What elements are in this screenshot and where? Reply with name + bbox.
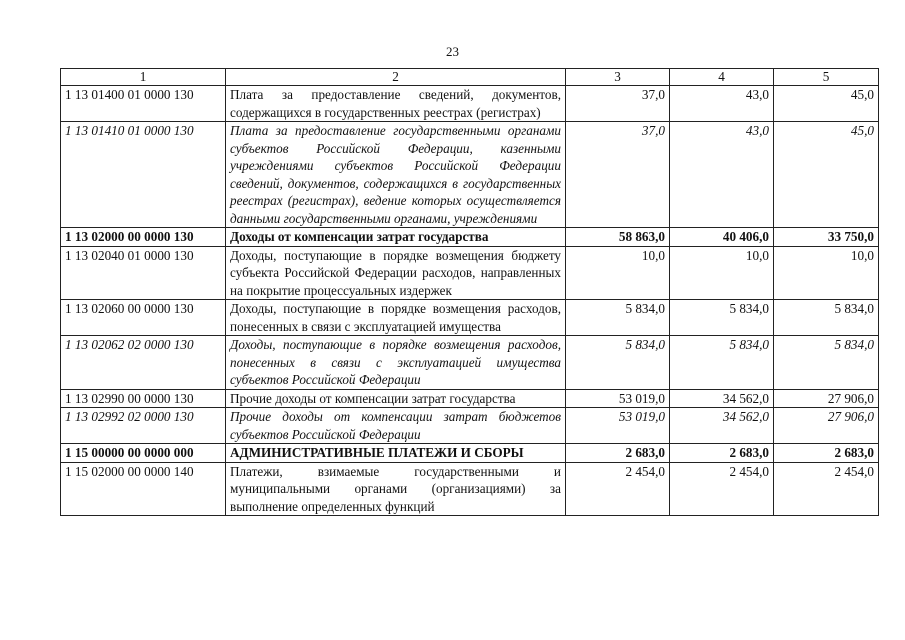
budget-table: [60, 68, 879, 516]
table-row: [61, 462, 879, 516]
row-value-col3: 53 019,0: [566, 408, 670, 444]
row-value-col5: 10,0: [774, 246, 879, 300]
row-name: АДМИНИСТРАТИВНЫЕ ПЛАТЕЖИ И СБОРЫ: [226, 444, 566, 463]
row-value-col5: 5 834,0: [774, 336, 879, 390]
row-value-col4: 43,0: [670, 122, 774, 228]
row-code: 1 15 02000 00 0000 140: [61, 462, 226, 516]
table-row: [61, 86, 879, 122]
row-value-col3: 37,0: [566, 86, 670, 122]
column-header-1: 1: [61, 69, 226, 86]
row-value-col3: 5 834,0: [566, 336, 670, 390]
row-code: 1 13 01410 01 0000 130: [61, 122, 226, 228]
table-row: [61, 408, 879, 444]
row-name: Прочие доходы от компенсации затрат бюджетов субъектов Российской Федерации: [226, 408, 566, 444]
column-header-4: 4: [670, 69, 774, 86]
table-body: [61, 86, 879, 516]
row-value-col3: 37,0: [566, 122, 670, 228]
table-header-row: [61, 69, 879, 86]
table-row: [61, 228, 879, 247]
row-value-col4: 43,0: [670, 86, 774, 122]
table-row: [61, 444, 879, 463]
row-value-col3: 2 454,0: [566, 462, 670, 516]
row-value-col3: 5 834,0: [566, 300, 670, 336]
row-name: Платежи, взимаемые государственными и муниципальными органами (организациями) за выполнение определенных функций: [226, 462, 566, 516]
row-value-col5: 33 750,0: [774, 228, 879, 247]
row-code: 1 13 02060 00 0000 130: [61, 300, 226, 336]
row-name: Доходы, поступающие в порядке возмещения расходов, понесенных в связи с эксплуатацией имущества субъектов Российской Федерации: [226, 336, 566, 390]
row-value-col4: 34 562,0: [670, 389, 774, 408]
row-code: 1 13 02062 02 0000 130: [61, 336, 226, 390]
row-value-col5: 2 683,0: [774, 444, 879, 463]
row-value-col3: 2 683,0: [566, 444, 670, 463]
table-row: [61, 122, 879, 228]
row-code: 1 13 02000 00 0000 130: [61, 228, 226, 247]
row-name: Прочие доходы от компенсации затрат государства: [226, 389, 566, 408]
row-name: Доходы, поступающие в порядке возмещения расходов, понесенных в связи с эксплуатацией имущества: [226, 300, 566, 336]
row-code: 1 13 02990 00 0000 130: [61, 389, 226, 408]
row-value-col4: 10,0: [670, 246, 774, 300]
row-value-col4: 40 406,0: [670, 228, 774, 247]
row-value-col5: 2 454,0: [774, 462, 879, 516]
row-value-col5: 27 906,0: [774, 408, 879, 444]
row-code: 1 13 02040 01 0000 130: [61, 246, 226, 300]
table-row: [61, 336, 879, 390]
row-value-col3: 10,0: [566, 246, 670, 300]
column-header-5: 5: [774, 69, 879, 86]
row-value-col4: 2 683,0: [670, 444, 774, 463]
page-number: 23: [446, 44, 459, 59]
row-name: Плата за предоставление государственными органами субъектов Российской Федерации, казенными учреждениями субъектов Российской Федерации сведений, документов, содержащихся в государственных реестрах (регистрах), ведение которых осуществляется данными государственными органами, учреждениями: [226, 122, 566, 228]
row-value-col4: 5 834,0: [670, 336, 774, 390]
row-name: Плата за предоставление сведений, документов, содержащихся в государственных реестрах (регистрах): [226, 86, 566, 122]
table-row: [61, 246, 879, 300]
row-value-col3: 53 019,0: [566, 389, 670, 408]
row-value-col4: 2 454,0: [670, 462, 774, 516]
row-code: 1 13 02992 02 0000 130: [61, 408, 226, 444]
row-value-col5: 45,0: [774, 86, 879, 122]
column-header-2: 2: [226, 69, 566, 86]
row-name: Доходы от компенсации затрат государства: [226, 228, 566, 247]
row-value-col4: 34 562,0: [670, 408, 774, 444]
row-value-col5: 45,0: [774, 122, 879, 228]
row-code: 1 13 01400 01 0000 130: [61, 86, 226, 122]
table-row: [61, 389, 879, 408]
row-value-col4: 5 834,0: [670, 300, 774, 336]
row-value-col5: 5 834,0: [774, 300, 879, 336]
row-value-col3: 58 863,0: [566, 228, 670, 247]
column-header-3: 3: [566, 69, 670, 86]
row-value-col5: 27 906,0: [774, 389, 879, 408]
table-row: [61, 300, 879, 336]
row-code: 1 15 00000 00 0000 000: [61, 444, 226, 463]
row-name: Доходы, поступающие в порядке возмещения бюджету субъекта Российской Федерации расходов, направленных на покрытие процессуальных издержек: [226, 246, 566, 300]
